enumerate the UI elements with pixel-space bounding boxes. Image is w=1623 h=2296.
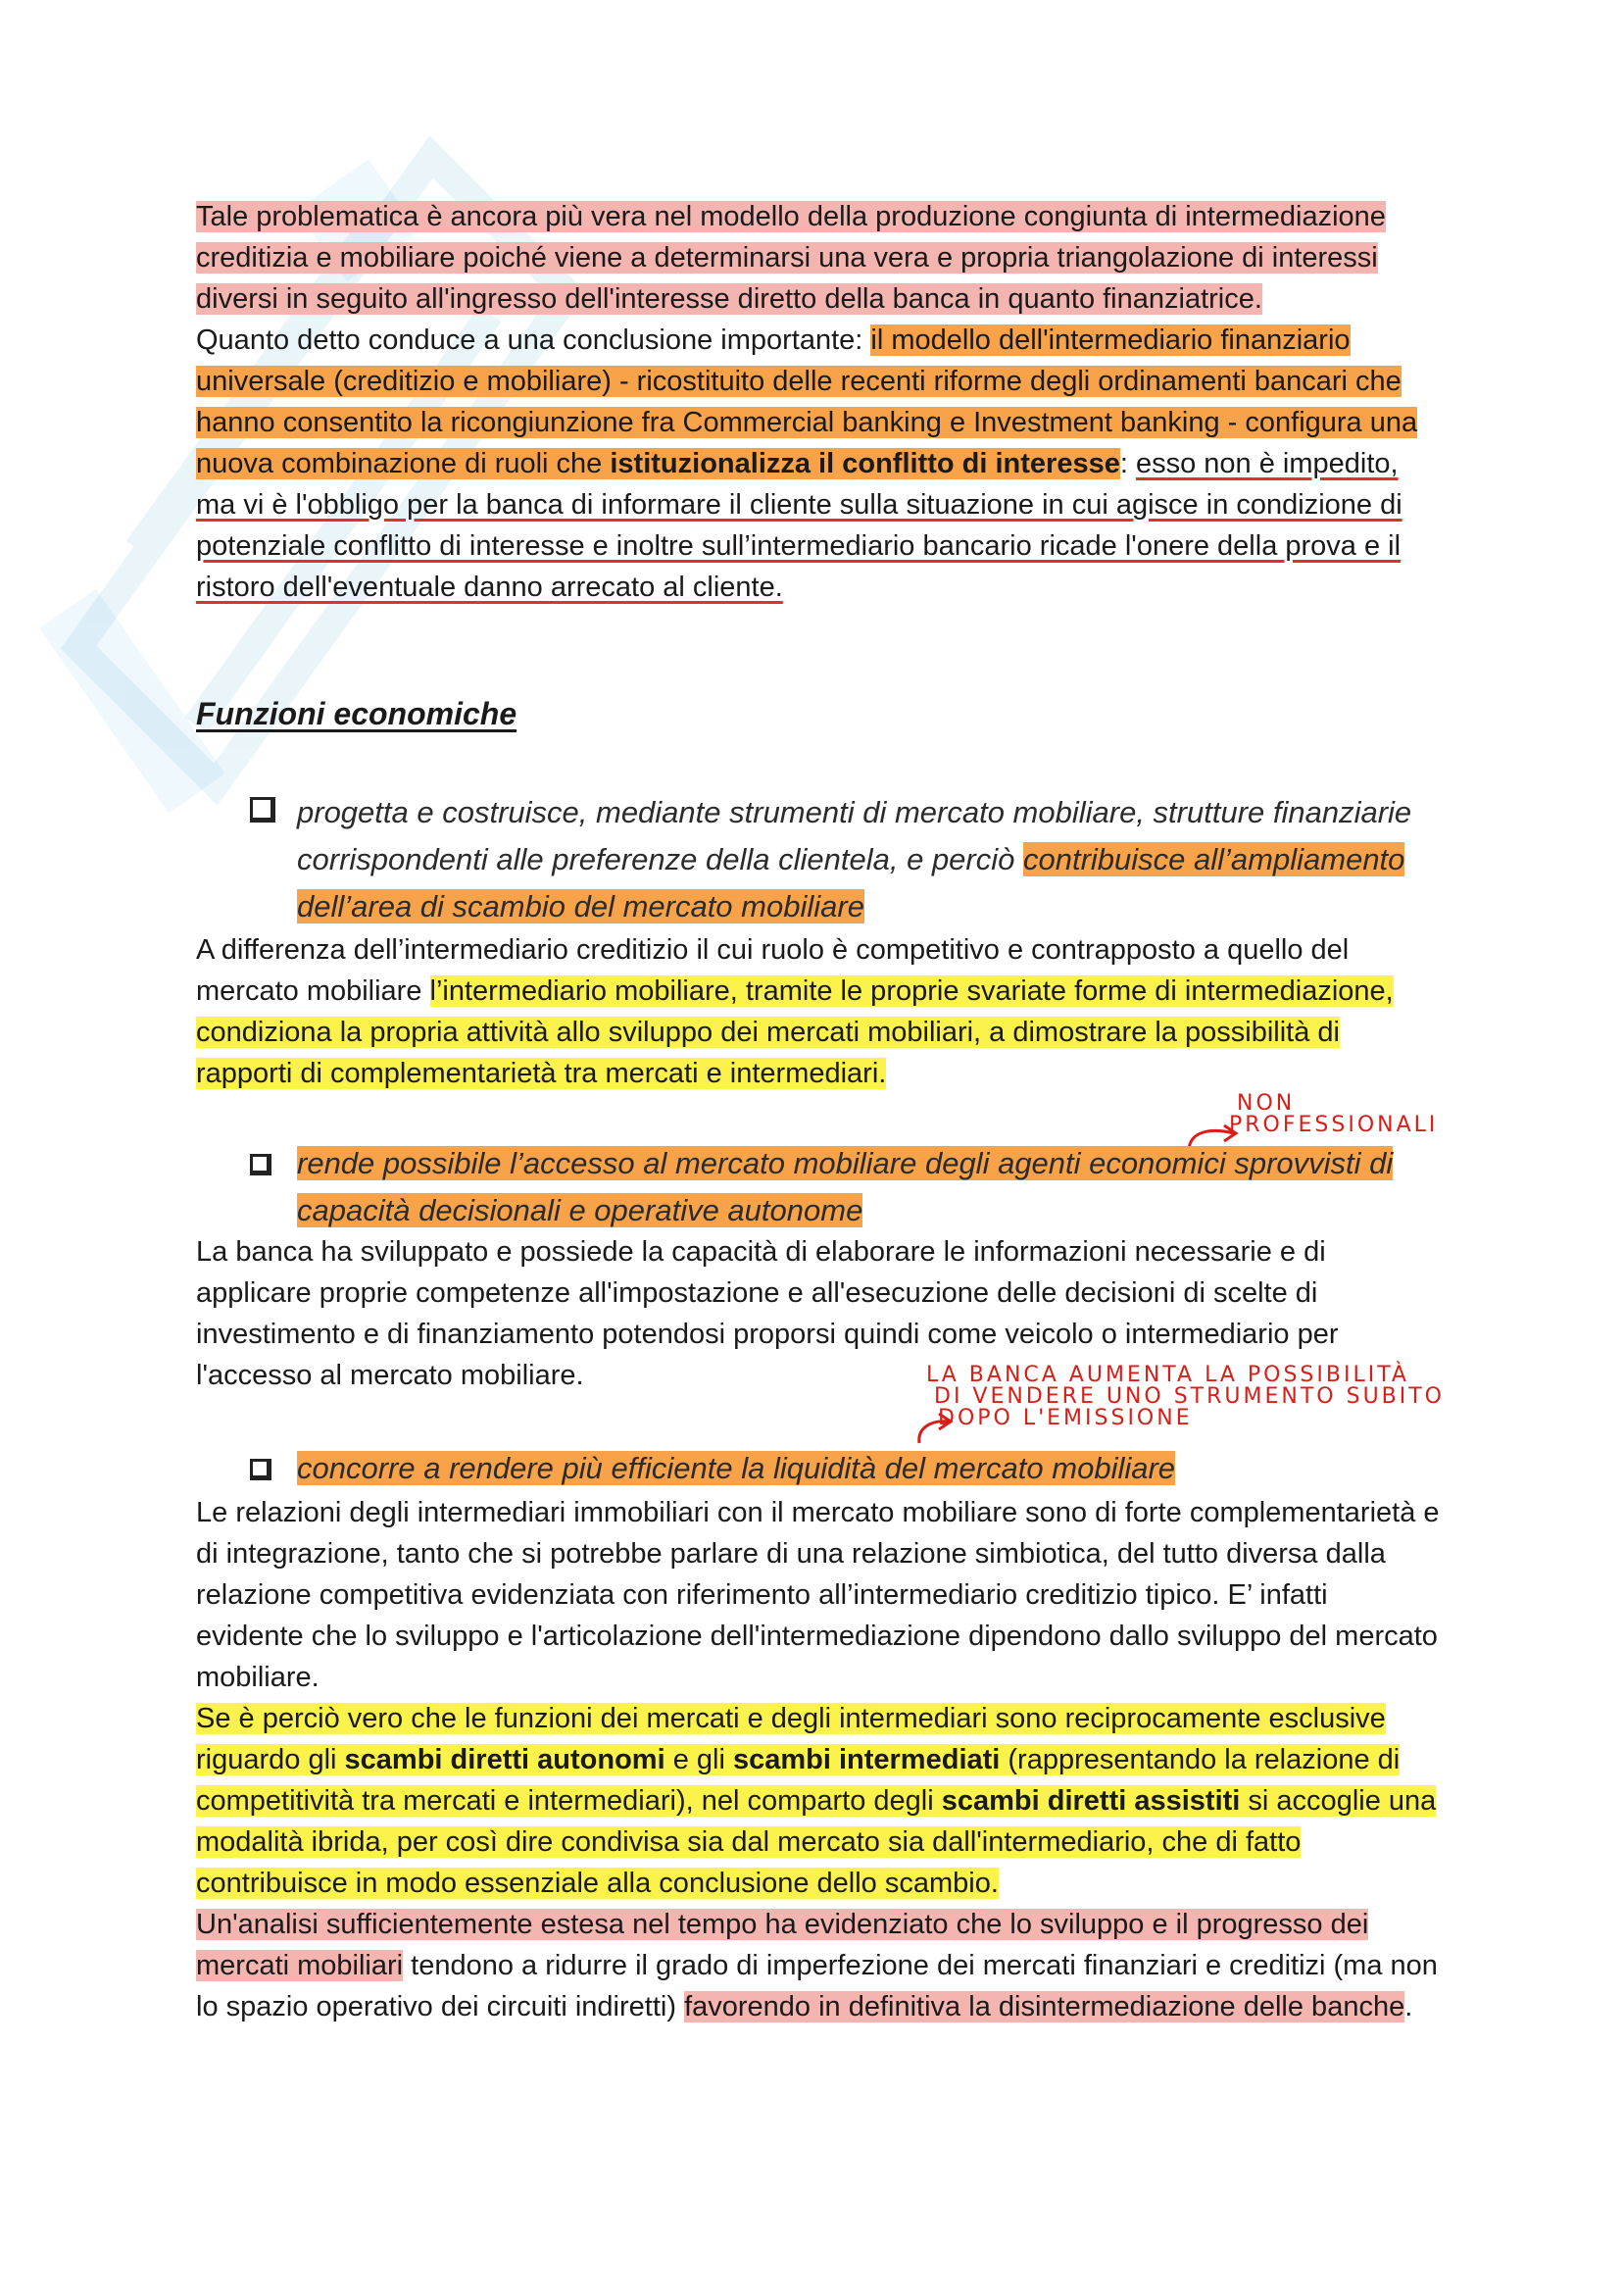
intro-paragraph-2 [196,320,1441,608]
intro-p1-text: Tale problematica è ancora più vera nel modello della produzione congiunta di intermediazione creditizia e mobiliare poiché viene a determinarsi una vera e propria triangolazione di interessi diversi in seguito all'ingresso dell'interesse diretto della banca in quanto finanziatrice. [196,201,1386,315]
paragraph-1 [196,929,1441,1094]
para5-a: Un'analisi sufficientemente estesa nel tempo ha evidenziato che lo sviluppo e il progresso dei mercati mobiliari [196,1909,1369,1981]
bullet-2-text [297,1140,1441,1234]
para2-text: La banca ha sviluppato e possiede la capacità di elaborare le informazioni necessarie e di applicare proprie competenze all'impostazione e all'esecuzione delle decisioni di scelte di investimento e di finanziamento potendosi proporsi quindi come veicolo o intermediario per l'accesso al mercato mobiliare. [196,1236,1339,1391]
para1-lead: A differenza dell’intermediario creditizio il cui ruolo è competitivo e contrapposto a quello del mercato mobiliare [196,934,1350,1007]
intro-p2-highlight: il modello dell'intermediario finanziario universale (creditizio e mobiliare) - ricostituito delle recenti riforme degli ordinamenti bancari che hanno consentito la ricongiunzione fra Commercial banking e Investment banking - configura una nuova combinazione di ruoli che [196,324,1418,479]
handwritten-note-1 [1229,1091,1439,1137]
note1-line2: PROFESSIONALI [1229,1113,1439,1137]
para4-bold-2: scambi intermediati [732,1744,1001,1775]
intro-paragraph-1 [196,196,1441,320]
bullet-3-highlight: concorre a rendere più efficiente la liquidità del mercato mobiliare [297,1451,1176,1485]
handwritten-note-2 [926,1365,1445,1429]
intro-p2-bold: istituzionalizza il conflitto di interesse [610,448,1120,479]
bullet-1-lead: progetta e costruisce, mediante strumenti di mercato mobiliare, strutture finanziarie corrispondenti alle preferenze della clientela, e perciò [297,795,1412,876]
para5-d: . [1404,1991,1413,2022]
para4-c: e gli [664,1744,733,1775]
intro-p2-colon: : [1119,448,1128,479]
para4-d: (rappresentando la relazione di competitività tra mercati e intermediari), nel comparto degli [196,1744,1401,1817]
bullet-item-1 [250,789,1441,930]
section-heading: Funzioni economiche [196,696,517,731]
para5-c: favorendo in definitiva la disintermediazione delle banche [684,1991,1405,2022]
intro-p2-lead: Quanto detto conduce a una conclusione importante: [196,324,871,356]
bullet-3-text [297,1445,1441,1492]
paragraph-3 [196,1492,1441,2027]
checkbox-icon [250,797,275,823]
note-arrow-icon [910,1410,959,1449]
intro-section [196,196,1441,608]
checkbox-icon [250,1154,271,1175]
para3-text: Le relazioni degli intermediari immobiliari con il mercato mobiliare sono di forte complementarietà e di integrazione, tanto che si potrebbe parlare di una relazione simbiotica, del tutto diversa dalla relazione competitiva evidenziata con riferimento all’intermediario creditizio tipico. E’ infatti evidente che lo sviluppo e l'articolazione dell'intermediazione dipendono dallo sviluppo del mercato mobiliare. [196,1497,1440,1693]
bullet-2-highlight: rende possibile l’accesso al mercato mobiliare degli agenti economici sprovvisti di capacità decisionali e operative autonome [297,1146,1394,1227]
bullet-item-3 [250,1445,1441,1492]
paragraph-5 [196,1904,1441,2027]
note1-line1: NON [1237,1091,1296,1116]
bullet-item-2 [250,1140,1441,1234]
note2-line3: DOPO L'EMISSIONE [938,1406,1193,1430]
para5-b: tendono a ridurre il grado di imperfezione dei mercati finanziari e creditizi (ma non lo spazio operativo dei circuiti indiretti) [196,1950,1438,2022]
paragraph-4 [196,1698,1441,1904]
note2-line2: DI VENDERE UNO STRUMENTO SUBITO [934,1384,1446,1409]
para4-bold-3: scambi diretti assistiti [941,1785,1241,1817]
intro-p2-underlined: esso non è impedito, ma vi è l'obbligo per la banca di informare il cliente sulla situazione in cui agisce in condizione di potenziale conflitto di interesse e inoltre sull’intermediario bancario ricade l'onere della prova e il ristoro dell'eventuale danno arrecato al cliente. [196,448,1402,603]
bullet-1-highlight: contribuisce all’ampliamento dell’area di scambio del mercato mobiliare [297,842,1405,923]
para1-highlight: l’intermediario mobiliare, tramite le proprie svariate forme di intermediazione, condiziona la propria attività allo sviluppo dei mercati mobiliari, a dimostrare la possibilità di rapporti di complementarietà tra mercati e intermediari. [196,975,1394,1089]
para4-e: si accoglie una modalità ibrida, per così dire condivisa sia dal mercato sia dall'intermediario, che di fatto contribuisce in modo essenziale alla conclusione dello scambio. [196,1785,1437,1899]
bullet-1-text [297,789,1441,930]
para4-a: Se è perciò vero che le funzioni dei mercati e degli intermediari sono reciprocamente esclusive riguardo gli [196,1703,1386,1775]
para4-bold-1: scambi diretti autonomi [344,1744,665,1775]
note2-line1: LA BANCA AUMENTA LA POSSIBILITÀ [926,1363,1409,1387]
checkbox-icon [250,1459,271,1480]
